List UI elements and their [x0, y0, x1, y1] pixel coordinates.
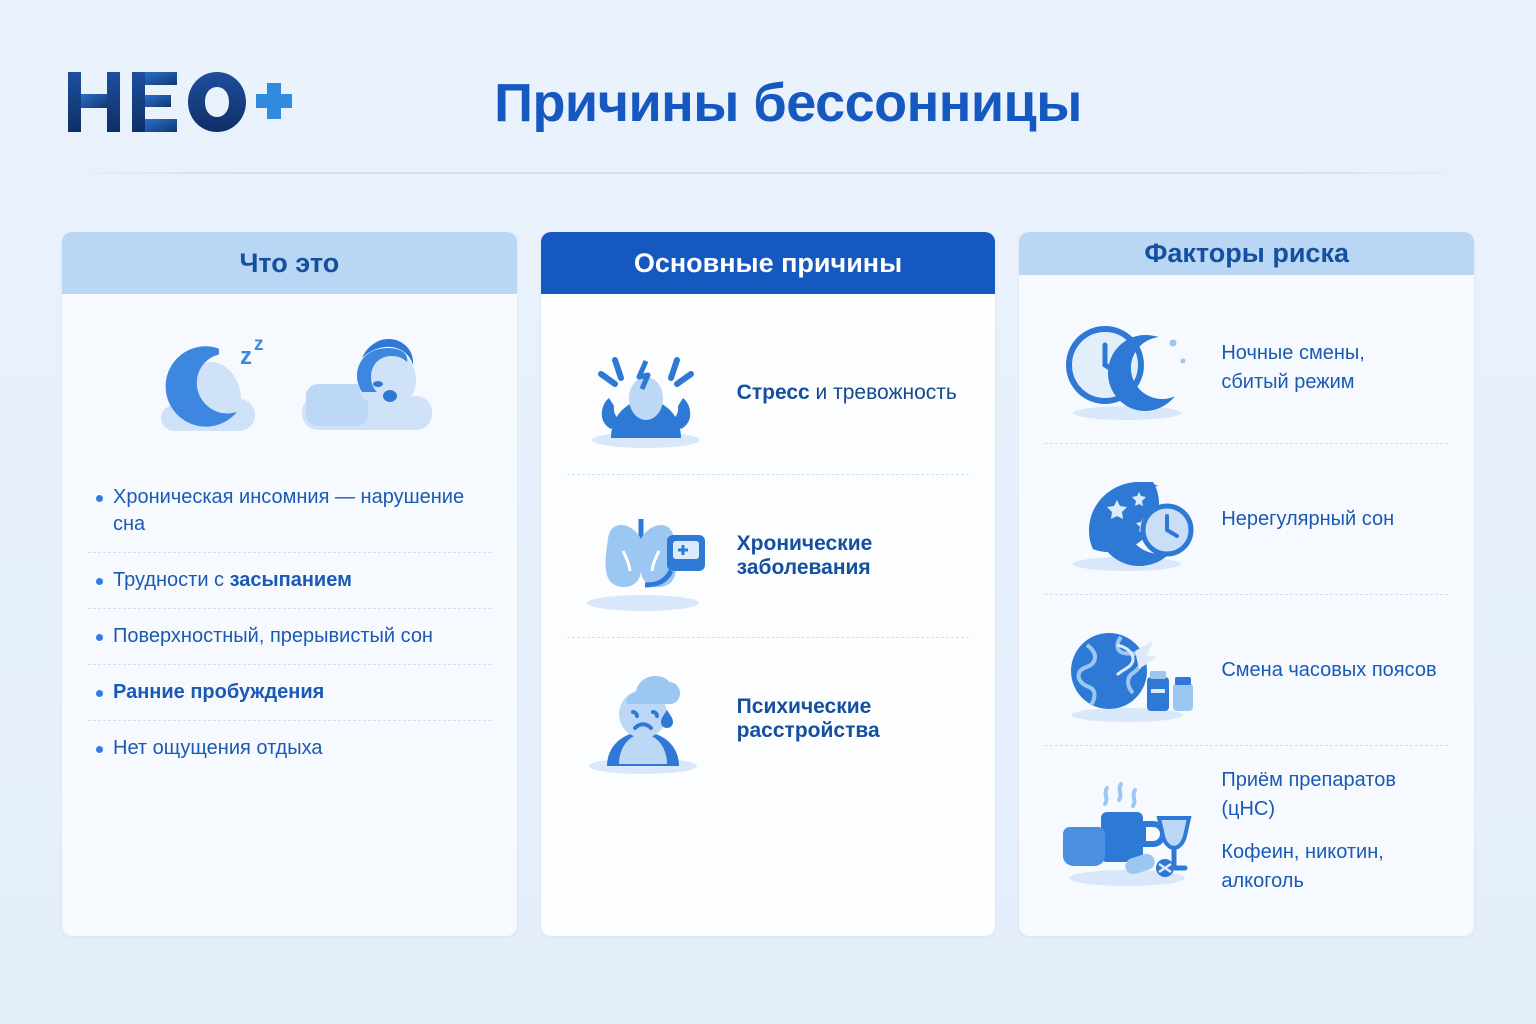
sad-face-cloud-icon	[571, 664, 721, 774]
list-item	[1045, 595, 1448, 746]
list-item-label	[1221, 505, 1394, 534]
risk-line-1: Приём препаратов (цНС)	[1221, 769, 1396, 820]
card-causes-body	[541, 294, 996, 936]
list-item	[567, 475, 970, 638]
list-item-label: Поверхностный, прерывистый сон	[113, 625, 433, 647]
bullet-dot	[96, 495, 103, 502]
list-item	[567, 638, 970, 800]
card-what-is-it	[62, 232, 517, 936]
page-header	[64, 48, 1472, 158]
risk-line-1: Ночные смены,	[1221, 342, 1365, 364]
card-what-heading: Что это	[62, 232, 517, 294]
list-item-label: Хронические заболевания	[736, 532, 873, 579]
globe-pills-icon	[1047, 615, 1207, 725]
list-item-label: Трудности с засыпанием	[113, 569, 352, 591]
list-item-label: Нет ощущения отдыха	[113, 737, 323, 759]
what-hero-illustration	[88, 312, 491, 462]
svg-text:z: z	[240, 343, 253, 370]
neo-logo	[64, 68, 294, 138]
list-item	[88, 553, 491, 609]
coffee-wine-pills-icon	[1047, 776, 1207, 886]
bullet-dot	[96, 578, 103, 585]
list-item	[1045, 444, 1448, 595]
card-causes-heading: Основные причины	[541, 232, 996, 294]
card-risks-body	[1019, 275, 1474, 936]
bullet-dot	[96, 690, 103, 697]
list-item	[88, 470, 491, 553]
card-risks-heading: Факторы риска	[1019, 232, 1474, 275]
bullet-dot	[96, 634, 103, 641]
lungs-bloodpressure-icon	[571, 501, 721, 611]
list-item-label	[1221, 339, 1365, 397]
svg-text:z: z	[254, 334, 264, 355]
list-item-label: Ранние пробуждения	[113, 681, 325, 703]
risk-line-1: Нерегулярный сон	[1221, 507, 1395, 530]
card-main-causes	[541, 232, 996, 936]
risk-line-2: сбитый режим	[1221, 371, 1355, 393]
clock-moon-icon	[1047, 313, 1207, 423]
what-bullet-list	[88, 470, 491, 776]
header-divider	[64, 172, 1472, 174]
list-item	[1045, 746, 1448, 916]
risk-line-1: Смена часовых поясов	[1221, 658, 1437, 681]
list-item-label	[1221, 656, 1436, 685]
bullet-dot	[96, 746, 103, 753]
moon-stars-clock-icon	[1047, 464, 1207, 574]
moon-zzz-icon	[136, 322, 286, 452]
list-item	[88, 665, 491, 721]
card-what-body	[62, 294, 517, 936]
list-item-label	[1221, 766, 1446, 896]
list-item	[88, 609, 491, 665]
list-item	[1045, 293, 1448, 444]
list-item-label: Стресс и тревожность	[736, 381, 957, 404]
list-item	[567, 312, 970, 475]
card-risk-factors	[1019, 232, 1474, 936]
sleeping-person-icon	[292, 322, 442, 452]
list-item-label: Хроническая инсомния — нарушение сна	[113, 486, 465, 535]
cards-container	[62, 232, 1474, 936]
list-item	[88, 721, 491, 776]
risk-line-2: Кофеин, никотин, алкоголь	[1221, 841, 1384, 892]
list-item-label: Психические расстройства	[736, 695, 880, 742]
page-title: Причины бессонницы	[494, 73, 1082, 133]
stress-headache-icon	[571, 338, 721, 448]
